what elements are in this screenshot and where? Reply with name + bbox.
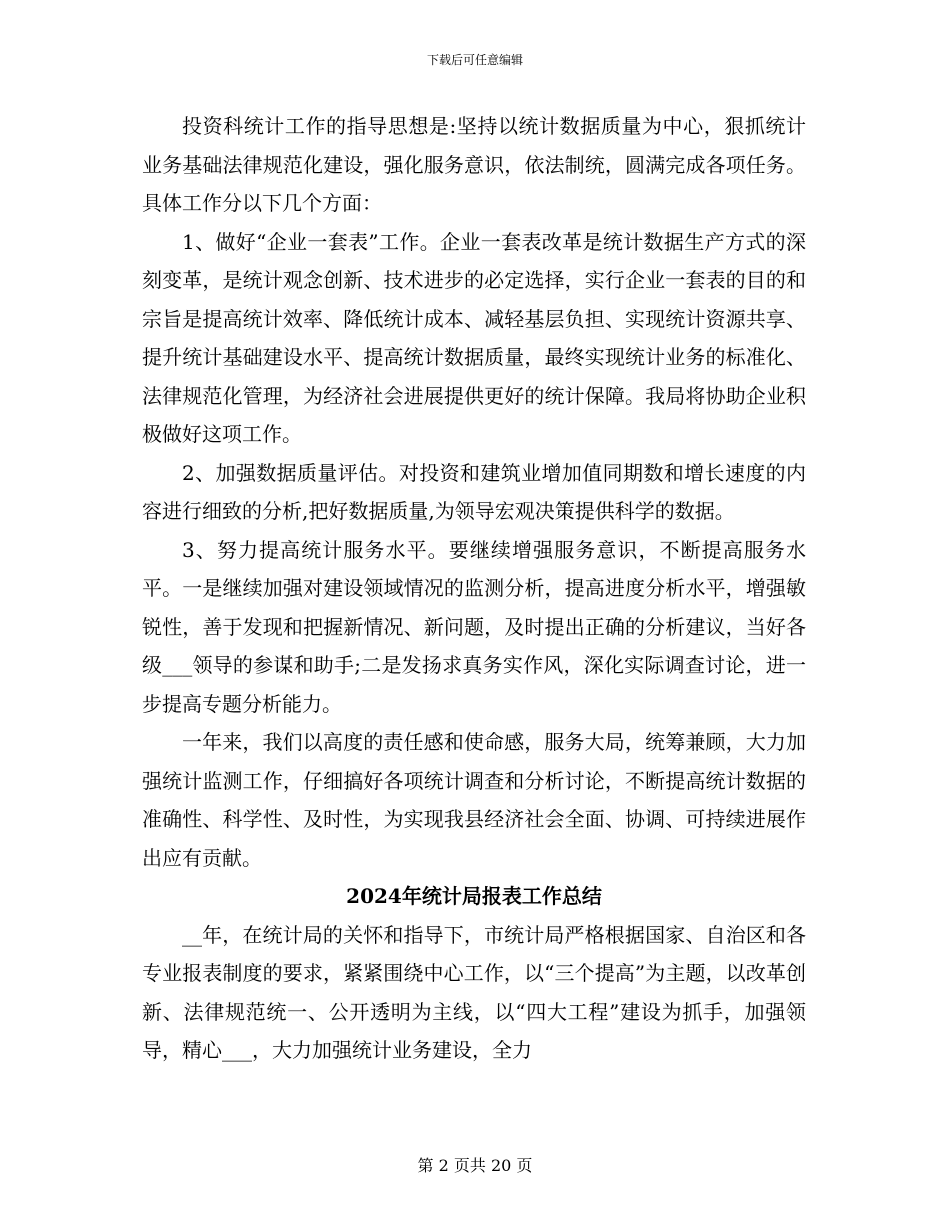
section-title: 2024年统计局报表工作总结 <box>346 884 602 908</box>
paragraph-item-3: 3、努力提高统计服务水平。要继续增强服务意识，不断提高服务水平。一是继续加强对建设领域情况的监测分析，提高进度分析水平，增强敏锐性，善于发现和把握新情况、新问题，及时提出正确的分析建议，当好各级___领导的参谋和助手;二是发扬求真务实作风，深化实际调查讨论，进一步提高专题分析能力。 <box>142 537 806 716</box>
paragraph-item-1: 1、做好“企业一套表”工作。企业一套表改革是统计数据生产方式的深刻变革，是统计观念创新、技术进步的必定选择，实行企业一套表的目的和宗旨是提高统计效率、降低统计成本、减轻基层负担、实现统计资源共享、提升统计基础建设水平、提高统计数据质量，最终实现统计业务的标准化、法律规范化管理，为经济社会进展提供更好的统计保障。我局将协助企业积极做好这项工作。 <box>142 229 806 446</box>
document-body <box>142 107 806 1070</box>
paragraph-guiding-ideology: 投资科统计工作的指导思想是:坚持以统计数据质量为中心，狠抓统计业务基础法律规范化建设，强化服务意识，依法制统，圆满完成各项任务。具体工作分以下几个方面： <box>142 114 806 215</box>
paragraph-report-intro: __年，在统计局的关怀和指导下，市统计局严格根据国家、自治区和各专业报表制度的要求，紧紧围绕中心工作，以“三个提高”为主题，以改革创新、法律规范统一、公开透明为主线，以“四大工程”建设为抓手，加强领导，精心___，大力加强统计业务建设，全力 <box>142 922 806 1062</box>
page-header-note: 下载后可任意编辑 <box>426 53 523 67</box>
paragraph-summary: 一年来，我们以高度的责任感和使命感，服务大局，统筹兼顾，大力加强统计监测工作，仔细搞好各项统计调查和分析讨论，不断提高统计数据的准确性、科学性、及时性，为实现我县经济社会全面、协调、可持续进展作出应有贡献。 <box>142 730 806 870</box>
paragraph-item-2: 2、加强数据质量评估。对投资和建筑业增加值同期数和增长速度的内容进行细致的分析,把好数据质量,为领导宏观决策提供科学的数据。 <box>142 460 806 523</box>
page-number: 第 2 页共 20 页 <box>417 1156 533 1175</box>
